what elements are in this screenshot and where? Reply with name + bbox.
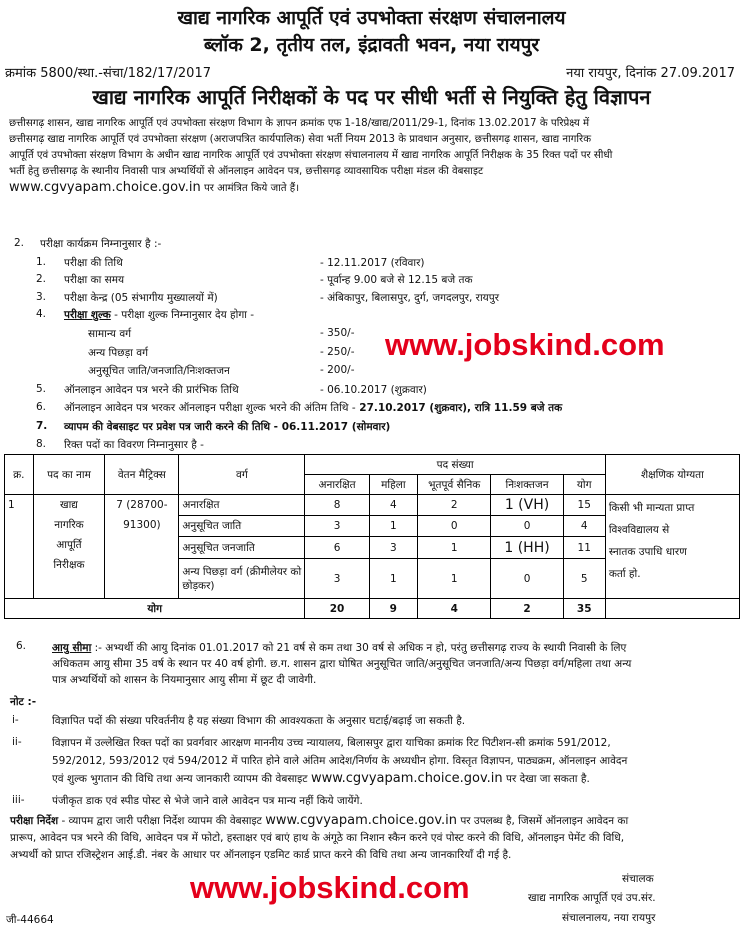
apply-last-date [64,401,562,415]
cell-unreserved: 8 [305,495,369,516]
website-link: www.cgvyapam.choice.gov.in [9,180,201,195]
qualification-line: स्नातक उपाधि धारण [608,546,687,558]
cell-women: 3 [369,537,417,559]
qualification-line: कर्ता हो. [608,568,641,580]
col-header-sno: क्र. [5,455,34,495]
intro-line: छत्तीसगढ़ खाद्य नागरिक आपूर्ति एवं उपभोक्ता संरक्षण (अराजपत्रित कार्यपालिक) सेवा भर्ती नियम 2013 के प्रावधान अनुसार, छत्तीसगढ़ शासन, खाद्य नागरिक [9,134,592,145]
total-label: योग [5,599,305,619]
watermark-text: www.jobskind.com [190,870,470,905]
age-limit-line: :- अभ्यर्थी की आयु दिनांक 01.01.2017 को 21 वर्ष से कम तथा 30 वर्ष से अधिक न हो, परंतु छत्तीसगढ़ राज्य के स्थायी निवासी के लिए [91,642,627,654]
fee-sc-st-value: - 200/- [320,364,355,376]
total-total: 35 [563,599,605,619]
website-link: www.cgvyapam.choice.gov.in [310,771,503,786]
total-exservice: 4 [418,599,491,619]
apply-last-label: ऑनलाइन आवेदन पत्र भरकर ऑनलाइन परीक्षा शुल्क भरने की अंतिम तिथि - [64,402,356,414]
cell-disabled: 1 (HH) [491,537,563,559]
cell-exservice: 2 [418,495,491,516]
item-number: 8. [36,438,47,450]
col-header-women: महिला [369,475,417,495]
instructions-line: प्रारूप, आवेदन पत्र भरने की विधि, आवेदन पत्र में फोटो, हस्ताक्षर एवं बाएं हाथ के अंगूठे का निशान स्कैन करने एवं पोस्ट करने की विधि, ऑनलाइन पेमेंट की विधि, [10,832,625,844]
total-women: 9 [369,599,417,619]
cell-unreserved: 3 [305,516,369,537]
age-limit-line: पात्र अभ्यर्थियों को शासन के नियमानुसार आयु सीमा में छूट दी जावेगी. [52,674,317,686]
cell-women: 1 [369,516,417,537]
cell-total: 4 [563,516,605,537]
cell-category: अनारक्षित [179,495,305,516]
intro-line: भर्ती हेतु छत्तीसगढ़ के स्थानीय निवासी पात्र अभ्यर्थियों से ऑनलाइन आवेदन पत्र, छत्तीसगढ़ व्यावसायिक परीक्षा मंडल की वेबसाइट [9,166,484,177]
pay-scale-line: 7 (28700- [116,499,168,511]
instructions-heading: परीक्षा निर्देश [10,815,59,827]
vacancy-table [4,454,740,619]
note-line: पर देखा जा सकता है. [502,773,590,785]
exam-fee-heading: परीक्षा शुल्क [64,309,111,321]
age-limit-heading: आयु सीमा [52,642,92,654]
note-text [52,734,736,788]
cell-total: 5 [563,559,605,599]
item-number: 1. [36,256,47,268]
website-link: www.cgvyapam.choice.gov.in [265,813,457,828]
qualification-line: विश्वविद्यालय से [608,524,670,536]
post-name-line: खाद्य [60,499,78,511]
instructions-line: पर उपलब्ध है, जिसमें ऑनलाइन आवेदन का [457,815,629,827]
col-header-qualification: शैक्षणिक योग्यता [605,455,739,495]
fee-general-label: सामान्य वर्ग [88,328,132,340]
qualification-line: किसी भी मान्यता प्राप्त [608,502,695,514]
intro-paragraph [9,116,737,197]
exam-time-value: - पूर्वान्ह 9.00 बजे से 12.15 बजे तक [320,274,473,286]
fee-obc-label: अन्य पिछड़ा वर्ग [88,347,149,359]
note-line: एवं शुल्क भुगतान की विधि तथा अन्य जानकारी व्यापम की वेबसाइट [52,773,311,785]
intro-line: पर आमंत्रित किये जाते हैं। [200,183,300,194]
table-total-row [5,599,740,619]
exam-centre-value: - अंबिकापुर, बिलासपुर, दुर्ग, जगदलपुर, रायपुर [320,292,500,304]
cell-women: 4 [369,495,417,516]
cell-total: 11 [563,537,605,559]
total-unreserved: 20 [305,599,369,619]
intro-line: छत्तीसगढ़ शासन, खाद्य नागरिक आपूर्ति एवं उपभोक्ता संरक्षण विभाग के ज्ञापन क्रमांक एफ 1-18/खाद्य/2011/29-1, दिनांक 13.02.2017 के परिप्रेक्ष्य में [9,118,590,129]
intro-line: आपूर्ति एवं उपभोक्ता संरक्षण विभाग के अधीन खाद्य नागरिक आपूर्ति एवं उपभोक्ता संरक्षण संचालनालय में खाद्य नागरिक आपूर्ति निरीक्षक के 35 रिक्त पदों पर सीधी [9,150,613,161]
reference-number: क्रमांक 5800/स्था.-संचा/182/17/2017 [5,66,211,81]
exam-date-label: परीक्षा की तिथि [64,257,123,269]
section-number: 2. [14,237,25,249]
col-header-post: पद का नाम [33,455,105,495]
admit-card-date: व्यापम की वेबसाइट पर प्रवेश पत्र जारी करने की तिथि - 06.11.2017 (सोमवार) [64,421,391,433]
item-number: 5. [36,383,47,395]
cell-disabled: 1 (VH) [491,495,563,516]
age-limit-paragraph [52,640,736,688]
cell-post-name [33,495,105,599]
note-line: 592/2012, 593/2012 एवं 594/2012 में पारित होने वाले अंतिम आदेश/निर्णय के अध्यधीन होगा. विस्तृत विज्ञापन, पाठ्यक्रम, ऑनलाइन आवेदन [52,755,628,767]
cell-total: 15 [563,495,605,516]
dept-name: खाद्य नागरिक आपूर्ति एवं उपभोक्ता संरक्षण संचालनालय [177,7,566,29]
cell-exservice: 1 [418,559,491,599]
exam-time-label: परीक्षा का समय [64,274,125,286]
watermark-text: www.jobskind.com [385,327,665,362]
total-disabled: 2 [491,599,563,619]
exam-fee-note: - परीक्षा शुल्क निम्नानुसार देय होगा - [110,309,255,321]
table-row [5,495,740,516]
cell-qualification [605,495,739,599]
fee-sc-st-label: अनुसूचित जाति/जनजाति/निःशक्तजन [88,365,230,377]
cell-unreserved: 6 [305,537,369,559]
col-header-total: योग [563,475,605,495]
item-number: 6. [36,401,47,413]
page-title: खाद्य नागरिक आपूर्ति निरीक्षकों के पद पर सीधी भर्ती से नियुक्ति हेतु विज्ञापन [92,85,651,109]
cell-category: अन्य पिछड़ा वर्ग (क्रीमीलेयर को छोड़कर) [179,559,305,599]
cell-pay-scale [105,495,179,599]
pay-scale-line: 91300) [123,519,161,531]
exam-instructions [10,812,736,864]
item-number: 3. [36,291,47,303]
signatory-office: संचालनालय, नया रायपुर [562,912,656,924]
note-line: विज्ञापन में उल्लेखित रिक्त पदों का प्रवर्गवार आरक्षण माननीय उच्च न्यायालय, बिलासपुर द्वारा याचिका क्रमांक रिट पिटीशन-सी क्रमांक 591/2012, [52,737,611,749]
note-number: iii- [12,794,25,806]
section-heading: परीक्षा कार्यक्रम निम्नानुसार है :- [40,238,162,250]
item-number: 2. [36,273,47,285]
col-header-scale: वेतन मैट्रिक्स [105,455,179,495]
cell-unreserved: 3 [305,559,369,599]
signatory-title: संचालक [622,873,654,885]
col-header-posts-group: पद संख्या [305,455,605,475]
exam-date-value: - 12.11.2017 (रविवार) [320,257,425,269]
section-number: 6. [16,640,27,652]
cell-exservice: 1 [418,537,491,559]
post-name-line: आपूर्ति [56,539,82,551]
age-limit-line: अधिकतम आयु सीमा 35 वर्ष के स्थान पर 40 वर्ष होगी. छ.ग. शासन द्वारा घोषित अनुसूचित जाति/अनुसूचित जनजाति/अन्य पिछड़ा वर्ग/महिला तथा अन्य [52,658,632,670]
exam-fee-label [64,308,254,322]
post-name-line: निरीक्षक [53,559,85,571]
apply-start-label: ऑनलाइन आवेदन पत्र भरने की प्रारंभिक तिथि [64,384,239,396]
cell-disabled: 0 [491,516,563,537]
instructions-line: अभ्यर्थी को प्राप्त रजिस्ट्रेशन आई.डी. नंबर के आधार पर ऑनलाइन एडमिट कार्ड प्राप्त करने की विधि तथा अन्य जानकारियाँ दी गई है. [10,849,512,861]
fee-obc-value: - 250/- [320,346,355,358]
apply-start-value: - 06.10.2017 (शुक्रवार) [320,384,427,396]
ad-code: जी-44664 [6,914,54,926]
note-number: i- [12,714,19,726]
col-header-unreserved: अनारक्षित [305,475,369,495]
total-qualification-empty [605,599,739,619]
fee-general-value: - 350/- [320,327,355,339]
col-header-category: वर्ग [179,455,305,495]
item-number: 7. [36,420,48,432]
signatory-dept: खाद्य नागरिक आपूर्ति एवं उप.संर. [528,892,656,904]
note-text: पंजीकृत डाक एवं स्पीड पोस्ट से भेजे जाने वाले आवेदन पत्र मान्य नहीं किये जायेंगे. [52,795,363,807]
post-name-line: नागरिक [54,519,84,531]
instructions-line: - व्यापम द्वारा जारी परीक्षा निर्देश व्यापम की वेबसाइट [58,815,266,827]
note-number: ii- [12,736,22,748]
col-header-exservice: भूतपूर्व सैनिक [418,475,491,495]
apply-last-value: 27.10.2017 (शुक्रवार), रात्रि 11.59 बजे तक [355,402,563,414]
notes-heading: नोट :- [10,696,37,708]
note-text: विज्ञापित पदों की संख्या परिवर्तनीय है यह संख्या विभाग की आवश्यकता के अनुसार घटाई/बढ़ाई जा सकती है. [52,715,466,727]
cell-category: अनुसूचित जनजाति [179,537,305,559]
cell-sno: 1 [5,495,34,599]
cell-exservice: 0 [418,516,491,537]
cell-women: 1 [369,559,417,599]
cell-disabled: 0 [491,559,563,599]
cell-category: अनुसूचित जाति [179,516,305,537]
exam-centre-label: परीक्षा केन्द्र (05 संभागीय मुख्यालयों में) [64,292,218,304]
dept-address: ब्लॉक 2, तृतीय तल, इंद्रावती भवन, नया रायपुर [203,34,540,56]
item-number: 4. [36,308,47,320]
col-header-disabled: निःशक्तजन [491,475,563,495]
vacancy-details-heading: रिक्त पदों का विवरण निम्नानुसार है - [64,439,204,451]
issue-date: नया रायपुर, दिनांक 27.09.2017 [566,66,735,81]
